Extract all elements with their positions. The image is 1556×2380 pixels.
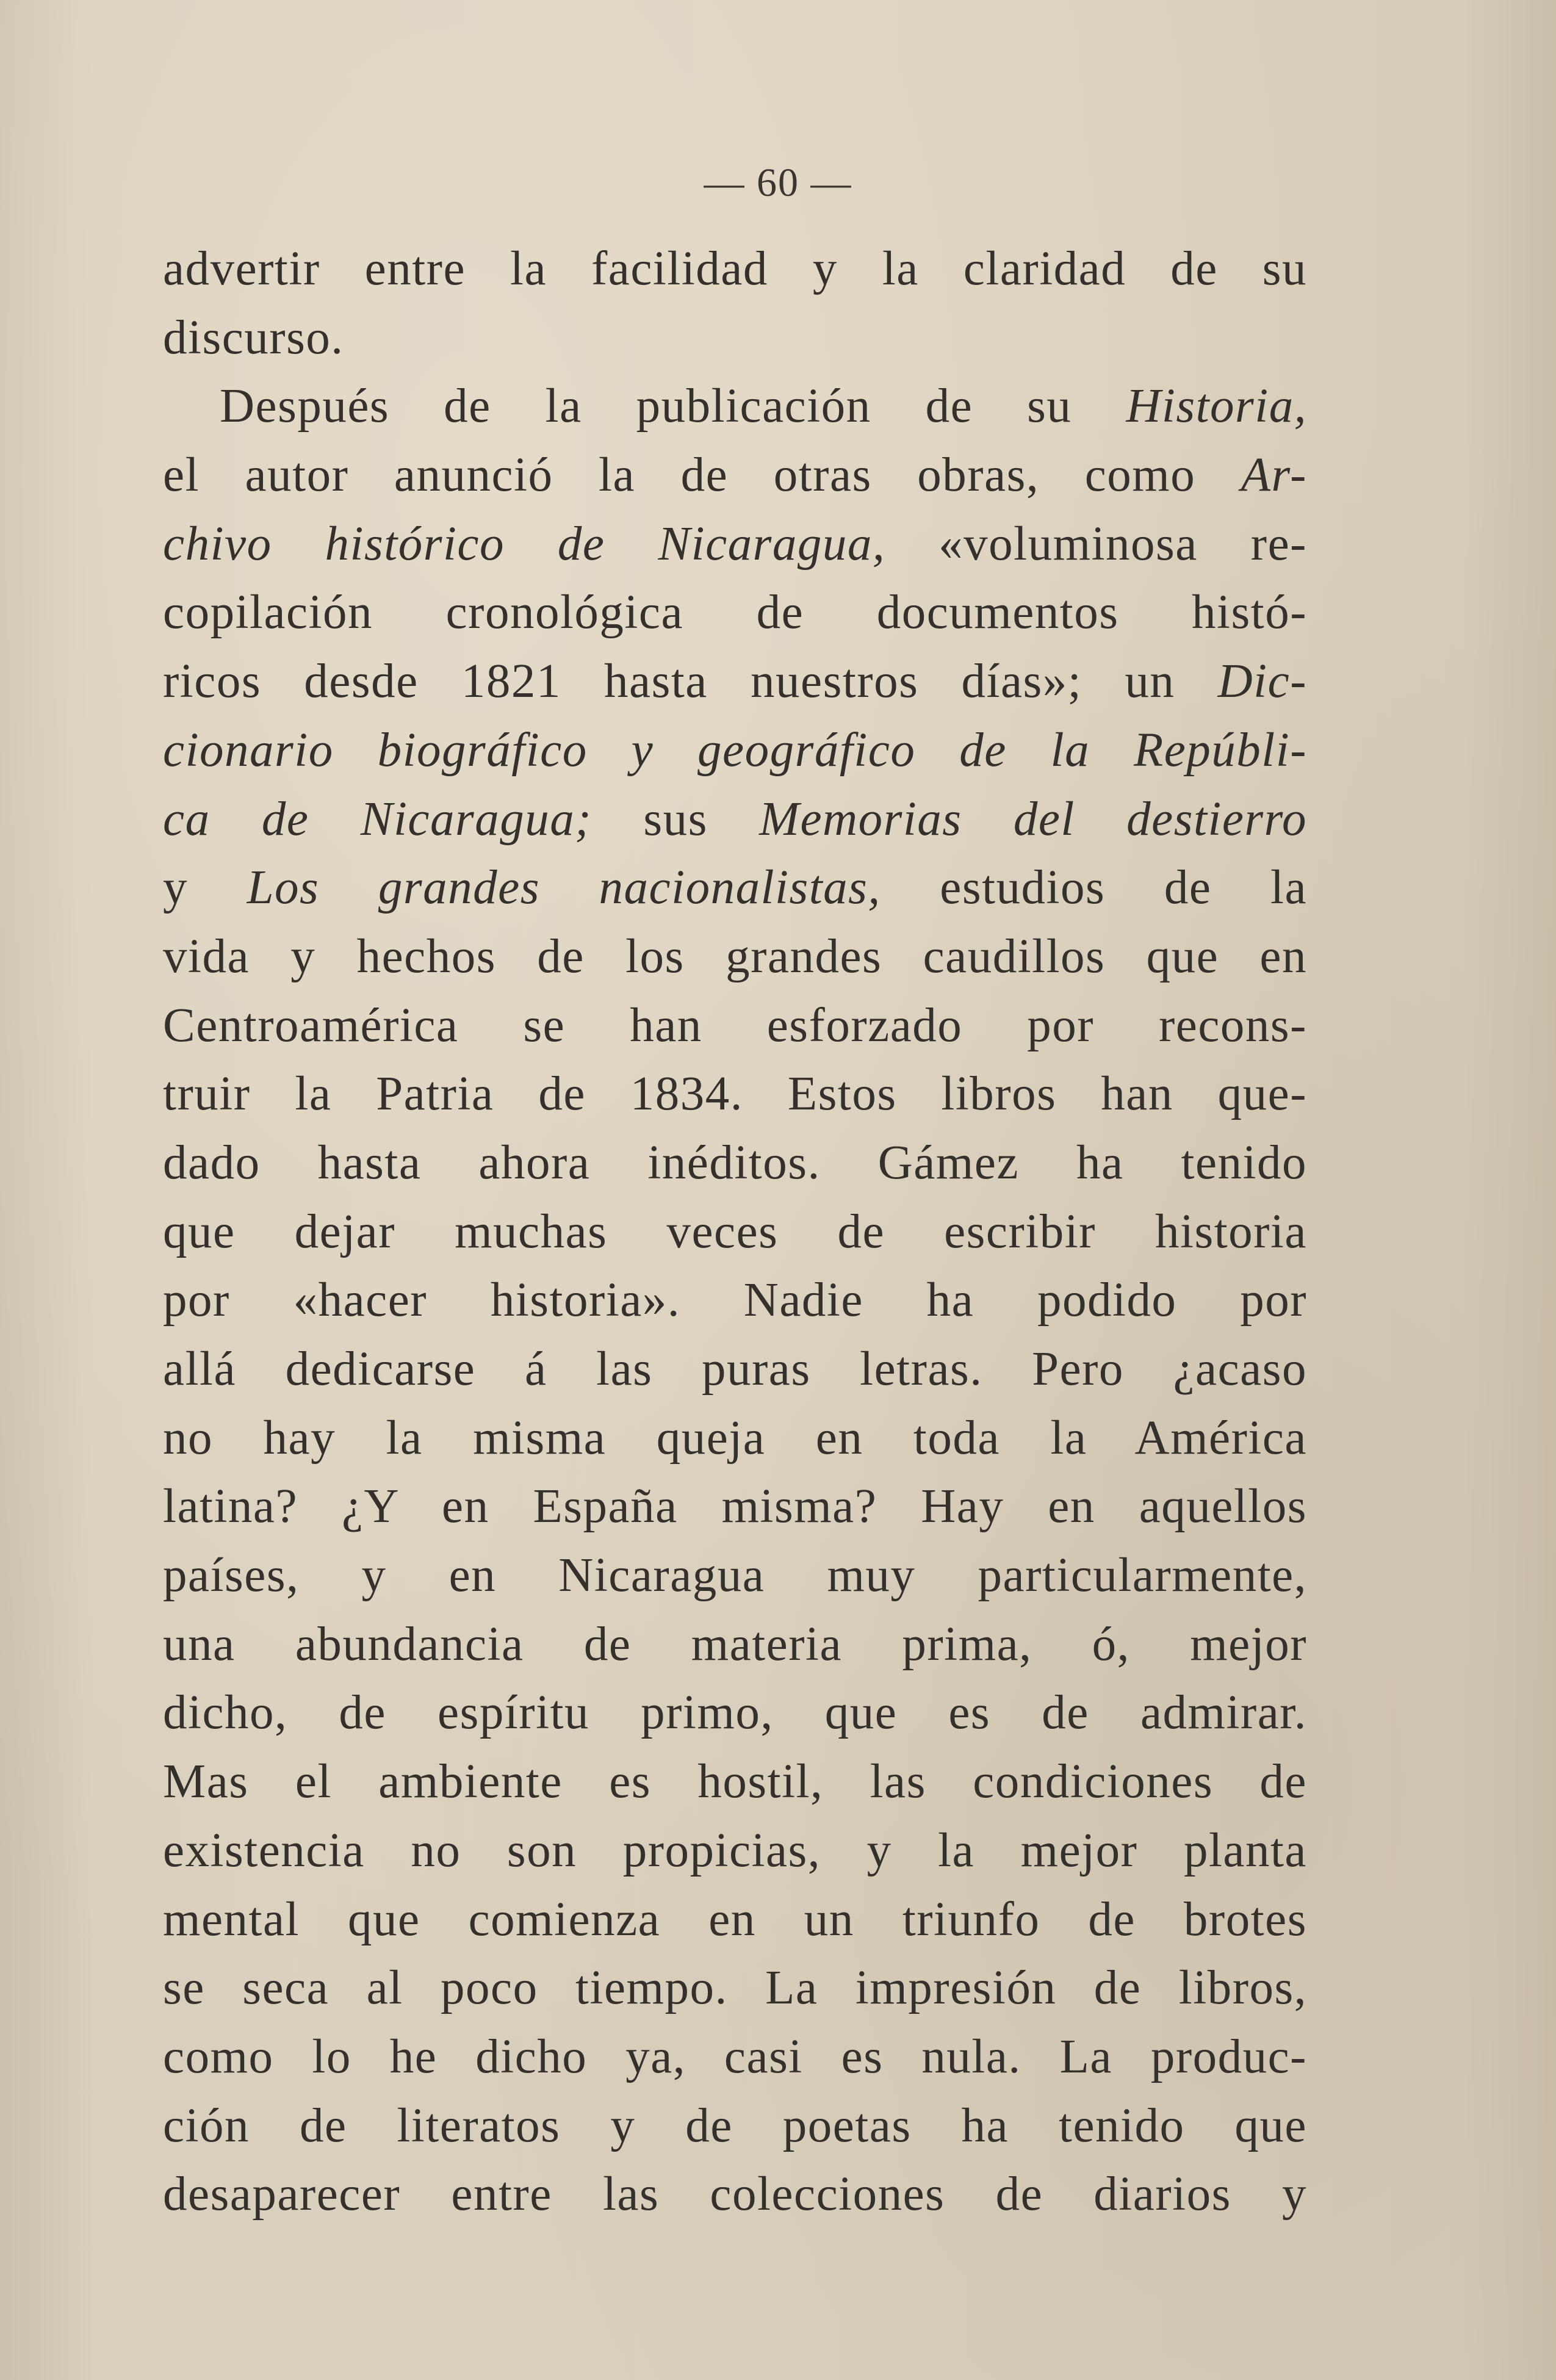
text-segment: no hay la misma queja en toda la América: [163, 1411, 1307, 1465]
text-segment: Mas el ambiente es hostil, las condiciones de: [163, 1755, 1307, 1809]
text-line: [163, 372, 1307, 441]
text-segment: dicho, de espíritu primo, que es de admirar.: [163, 1686, 1307, 1740]
text-line: [163, 1129, 1307, 1198]
text-segment: latina? ¿Y en España misma? Hay en aquellos: [163, 1480, 1307, 1534]
text-line: [163, 716, 1307, 785]
text-segment: dado hasta ahora inéditos. Gámez ha tenido: [163, 1136, 1307, 1189]
text-line: [163, 1473, 1307, 1542]
text-segment: y: [163, 861, 247, 915]
page-number: — 60 —: [704, 160, 852, 205]
text-segment: sus: [592, 792, 760, 846]
text-segment: truir la Patria de 1834. Estos libros han que-: [163, 1067, 1307, 1121]
text-line: [163, 2092, 1307, 2161]
text-segment: vida y hechos de los grandes caudillos que en: [163, 929, 1307, 983]
text-line: [163, 1886, 1307, 1955]
text-line: [163, 579, 1307, 647]
text-line: [163, 2160, 1307, 2229]
text-line: [163, 1748, 1307, 1817]
text-segment: existencia no son propicias, y la mejor planta: [163, 1823, 1307, 1877]
text-line: [163, 1335, 1307, 1404]
text-segment: discurso.: [163, 311, 344, 364]
text-segment: países, y en Nicaragua muy particularmente,: [163, 1549, 1307, 1603]
text-line: [163, 854, 1307, 923]
text-line: [163, 785, 1307, 854]
text-segment: el autor anunció la de otras obras, como: [163, 449, 1241, 502]
text-segment: ción de literatos y de poetas ha tenido que: [163, 2099, 1307, 2152]
text-segment: Después de la publicación de su: [220, 380, 1126, 433]
text-line: [163, 441, 1307, 510]
text-segment: que dejar muchas veces de escribir historia: [163, 1205, 1307, 1258]
text-segment: se seca al poco tiempo. La impresión de libros,: [163, 1961, 1307, 2015]
text-line: [163, 923, 1307, 992]
text-line: [163, 1266, 1307, 1335]
italic-text-segment: chivo histórico de Nicaragua,: [163, 517, 886, 571]
text-line: [163, 1954, 1307, 2023]
text-segment: advertir entre la facilidad y la claridad de su: [163, 242, 1307, 295]
text-segment: allá dedicarse á las puras letras. Pero ¿acaso: [163, 1343, 1307, 1396]
italic-text-segment: cionario biográfico y geográfico de la Repúbli-: [163, 723, 1307, 777]
text-line: [163, 1542, 1307, 1610]
italic-text-segment: Dic-: [1217, 655, 1307, 709]
text-line: [163, 510, 1307, 579]
text-segment: «voluminosa re-: [885, 517, 1307, 571]
text-line: [163, 1198, 1307, 1267]
text-segment: como lo he dicho ya, casi es nula. La produc-: [163, 2030, 1307, 2083]
text-segment: copilación cronológica de documentos histó-: [163, 586, 1307, 640]
text-segment: mental que comienza en un triunfo de brotes: [163, 1892, 1307, 1946]
text-line: [163, 304, 1307, 373]
italic-text-segment: Historia,: [1126, 380, 1307, 433]
text-line: [163, 1060, 1307, 1129]
text-segment: desaparecer entre las colecciones de diarios y: [163, 2168, 1307, 2221]
text-line: [163, 2023, 1307, 2092]
text-line: [163, 1817, 1307, 1886]
text-segment: Centroamérica se han esforzado por recons-: [163, 998, 1307, 1052]
text-line: [163, 1679, 1307, 1748]
text-segment: una abundancia de materia prima, ó, mejor: [163, 1617, 1307, 1671]
text-line: [163, 647, 1307, 716]
page-text: [163, 235, 1307, 2229]
text-segment: estudios de la: [881, 861, 1308, 915]
italic-text-segment: ca de Nicaragua;: [163, 792, 593, 846]
text-line: [163, 1404, 1307, 1473]
text-segment: ricos desde 1821 hasta nuestros días»; un: [163, 655, 1218, 709]
italic-text-segment: Memorias del destierro: [759, 792, 1307, 846]
text-segment: por «hacer historia». Nadie ha podido por: [163, 1274, 1307, 1327]
italic-text-segment: Ar-: [1241, 449, 1307, 502]
italic-text-segment: Los grandes nacionalistas,: [247, 861, 881, 915]
text-line: [163, 235, 1307, 304]
text-line: [163, 1610, 1307, 1679]
text-line: [163, 992, 1307, 1061]
